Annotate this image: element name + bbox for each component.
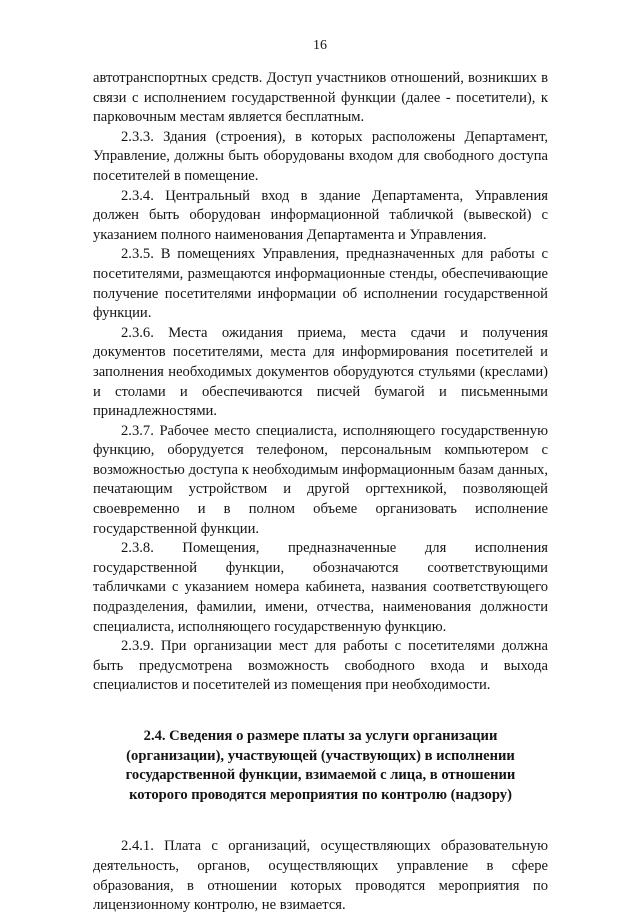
paragraph-2-3-3: 2.3.3. Здания (строения), в которых расположены Департамент, Управление, должны быть оборудованы входом для свободного доступа посетителей в помещение. [93, 128, 548, 184]
paragraph-2-3-6: 2.3.6. Места ожидания приема, места сдачи и получения документов посетителями, места для информирования посетителей и заполнения необходимых документов оборудуются стульями (креслами) и столами и обеспечиваются писчей бумагой и письменными принадлежностями. [93, 324, 548, 420]
section-heading-line: 2.4. Сведения о размере платы за услуги организации [143, 728, 498, 744]
paragraph-2-4-1: 2.4.1. Плата с организаций, осуществляющих образовательную деятельность, органов, осуществляющих управление в сфере образования, в отношении которых проводятся мероприятия по лицензионному контролю, не взимается. [93, 838, 548, 914]
section-heading-line: (организации), участвующей (участвующих) в исполнении [126, 747, 515, 764]
paragraph-2-3-7: 2.3.7. Рабочее место специалиста, исполняющего государственную функцию, оборудуется телефоном, персональным компьютером с возможностью доступа к необходимым информационным базам данных, печатающим устройством и другой оргтехникой, позволяющей своевременно и в полном объеме организовать исполнение государственной функции. [93, 422, 548, 537]
paragraph-2-3-5: 2.3.5. В помещениях Управления, предназначенных для работы с посетителями, размещаются информационные стенды, обеспечивающие получение посетителями информации об исполнении государственной функции. [93, 246, 548, 322]
document-body [93, 69, 548, 916]
section-heading-line: государственной функции, взимаемой с лица, в отношении [125, 767, 516, 784]
page-number: 16 [313, 38, 327, 53]
paragraph-continuation: автотранспортных средств. Доступ участников отношений, возникших в связи с исполнением государственной функции (далее - посетители), к парковочным местам является бесплатным. [93, 70, 548, 126]
section-heading-2-4 [93, 727, 548, 805]
paragraph-2-3-8: 2.3.8. Помещения, предназначенные для исполнения государственной функции, обозначаются соответствующими табличками с указанием номера кабинета, названия соответствующего подразделения, фамилии, имени, отчества, наименования должности специалиста, исполняющего государственную функцию. [93, 540, 548, 635]
section-heading-line: которого проводятся мероприятия по контролю (надзору) [129, 786, 512, 803]
paragraph-2-3-4: 2.3.4. Центральный вход в здание Департамента, Управления должен быть оборудован информационной табличкой (вывеской) с указанием полного наименования Департамента и Управления. [93, 187, 548, 243]
paragraph-2-3-9: 2.3.9. При организации мест для работы с посетителями должна быть предусмотрена возможность свободного входа и выхода специалистов и посетителей из помещения при необходимости. [93, 638, 548, 694]
